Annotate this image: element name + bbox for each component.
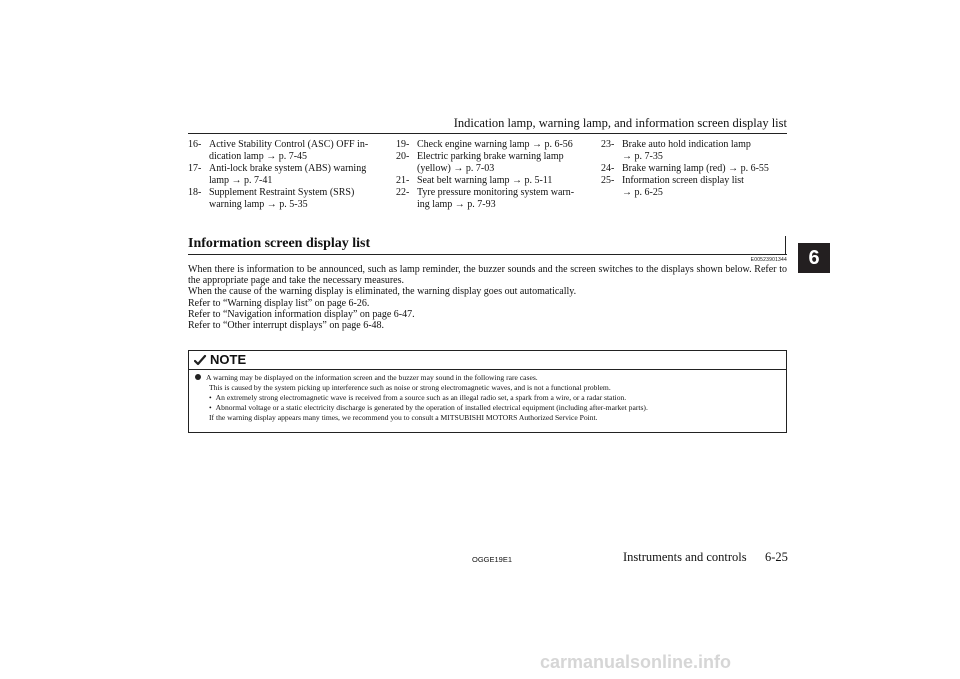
section-title: Information screen display list [188,236,371,251]
section-rule-end [785,236,786,254]
item-text: Seat belt warning lamp → p. 5-11 [417,175,553,186]
note-box [188,350,787,433]
item-text: → p. 7-35 [622,151,663,162]
body-paragraph: Refer to “Warning display list” on page 6-26. [188,297,370,309]
dot-icon: • [209,393,212,402]
list-item [396,187,591,211]
list-item [396,151,591,175]
item-text: warning lamp → p. 5-35 [209,199,308,210]
note-body [195,373,780,423]
item-number: 21- [396,175,410,186]
header-rule [188,133,787,134]
note-cause: This is caused by the system picking up interference such as noise or strong electromagnetic waves, and is not a functional problem. [209,383,611,392]
section-rule [188,254,787,255]
section-body [188,264,787,331]
item-number: 17- [188,163,202,174]
item-text: ing lamp → p. 7-93 [417,199,496,210]
note-sub-item: • An extremely strong electromagnetic wave is received from a source such as an illegal radio set, a spark from a wire, or a radar station. [209,393,627,402]
item-text: Brake auto hold indication lamp [622,139,751,150]
running-header: Indication lamp, warning lamp, and information screen display list [453,116,787,130]
item-text: Information screen display list [622,175,744,186]
note-closing: If the warning display appears many times, we recommend you to consult a MITSUBISHI MOTORS Authorized Service Point. [209,413,598,422]
section-code: E00523901344 [750,257,787,263]
list-item [188,139,383,163]
list-item [601,163,796,175]
list-item [601,175,796,199]
body-paragraph: When the cause of the warning display is eliminated, the warning display goes out automatically. [188,286,577,298]
item-number: 20- [396,151,410,162]
body-paragraph: Refer to “Other interrupt displays” on page 6-48. [188,320,385,332]
item-text: Active Stability Control (ASC) OFF in- [209,139,369,150]
item-number: 22- [396,187,410,198]
intro-paragraph: When there is information to be announced, such as lamp reminder, the buzzer sounds and the screen switches to the displays shown below. Refer to the appropriate page and take the necessary measures. [188,264,787,287]
item-number: 18- [188,187,202,198]
note-sub-item: • Abnormal voltage or a static electricity discharge is generated by the operation of installed electrical equipment (including after-market parts). [209,403,648,412]
lamp-list-column-1 [188,139,383,211]
dot-icon: • [209,403,212,412]
item-number: 23- [601,139,615,150]
note-header [189,351,786,370]
item-number: 19- [396,139,410,150]
item-text: Tyre pressure monitoring system warn- [417,187,575,198]
chapter-tab: 6 [798,243,830,273]
note-label: NOTE [210,352,247,367]
list-item [188,187,383,211]
item-number: 25- [601,175,615,186]
list-item [601,139,796,163]
watermark: carmanualsonline.info [540,652,732,672]
page-number: 6-25 [765,550,788,564]
bullet-icon [195,374,201,380]
body-paragraph: Refer to “Navigation information display” on page 6-47. [188,308,415,320]
list-item [396,139,591,151]
item-text: Electric parking brake warning lamp [417,151,564,162]
item-text: Anti-lock brake system (ABS) warning [209,163,367,174]
item-number: 24- [601,163,615,174]
list-item [188,163,383,187]
footer-code: OGGE19E1 [472,555,513,564]
item-text: Check engine warning lamp → p. 6-56 [417,139,573,150]
lamp-list-column-2 [396,139,591,211]
lamp-list-column-3 [601,139,796,199]
item-text: lamp → p. 7-41 [209,175,273,186]
item-text: → p. 6-25 [622,187,663,198]
list-item [396,175,591,187]
item-number: 16- [188,139,202,150]
footer-section: Instruments and controls [623,550,747,564]
item-text: Supplement Restraint System (SRS) [209,187,355,198]
pencil-check-icon [194,354,207,366]
note-bullet: A warning may be displayed on the information screen and the buzzer may sound in the following rare cases. [195,373,780,383]
item-text: (yellow) → p. 7-03 [417,163,495,174]
item-text: dication lamp → p. 7-45 [209,151,308,162]
item-text: Brake warning lamp (red) → p. 6-55 [622,163,769,174]
